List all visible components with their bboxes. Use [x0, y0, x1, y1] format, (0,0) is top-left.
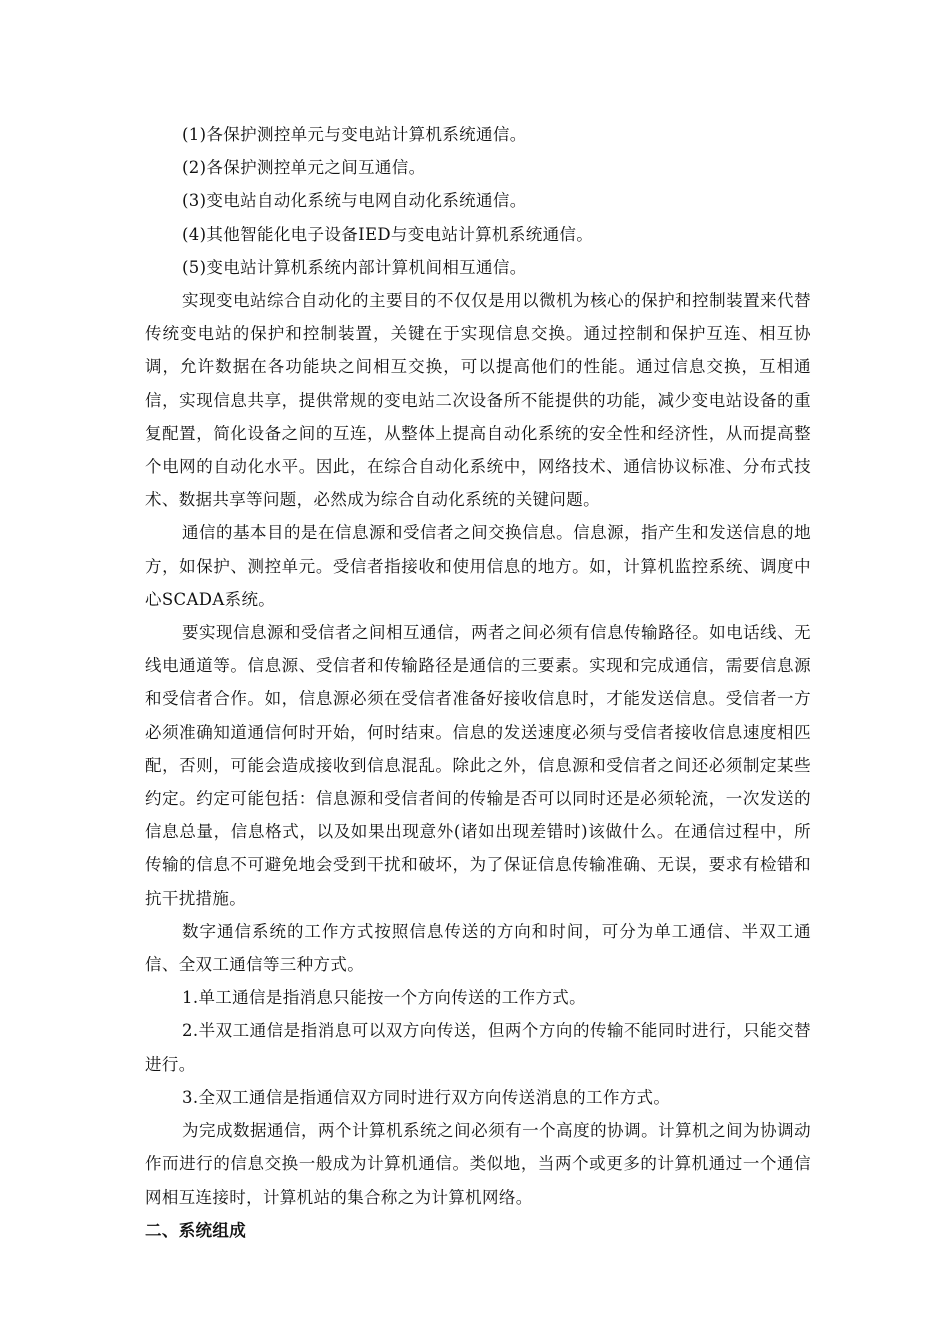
list-item: (5)变电站计算机系统内部计算机间相互通信。: [182, 257, 527, 277]
list-item: (4)其他智能化电子设备IED与变电站计算机系统通信。: [182, 224, 594, 244]
paragraph-working-modes: 数字通信系统的工作方式按照信息传送的方向和时间，可分为单工通信、半双工通信、全双工通信等三种方式。: [145, 921, 811, 975]
mode-item-simplex: 1.单工通信是指消息只能按一个方向传送的工作方式。: [182, 988, 586, 1008]
mode-item-half-duplex: 2.半双工通信是指消息可以双方向传送，但两个方向的传输不能同时进行，只能交替进行。: [145, 1021, 811, 1074]
paragraph-integration-purpose: 实现变电站综合自动化的主要目的不仅仅是用以微机为核心的保护和控制装置来代替传统变电站的保护和控制装置，关键在于实现信息交换。通过控制和保护互连、相互协调，允许数据在各功能块之间相互交换，可以提高他们的性能。通过信息交换，互相通信，实现信息共享，提供常规的变电站二次设备所不能提供的功能，减少变电站设备的重复配置，简化设备之间的互连，从整体上提高自动化系统的安全性和经济性，从而提高整个电网的自动化水平。因此，在综合自动化系统中，网络技术、通信协议标准、分布式技术、数据共享等问题，必然成为综合自动化系统的关键问题。: [145, 291, 811, 510]
paragraph-computer-network: 为完成数据通信，两个计算机系统之间必须有一个高度的协调。计算机之间为协调动作而进行的信息交换一般成为计算机通信。类似地，当两个或更多的计算机通过一个通信网相互连接时，计算机站的集合称之为计算机网络。: [145, 1121, 811, 1207]
paragraph-communication-purpose: 通信的基本目的是在信息源和受信者之间交换信息。信息源，指产生和发送信息的地方，如保护、测控单元。受信者指接收和使用信息的地方。如，计算机监控系统、调度中心SCADA系统。: [145, 523, 811, 609]
section-heading: 二、系统组成: [145, 1220, 247, 1240]
list-item: (3)变电站自动化系统与电网自动化系统通信。: [182, 191, 527, 211]
mode-item-full-duplex: 3.全双工通信是指通信双方同时进行双方向传送消息的工作方式。: [182, 1087, 671, 1107]
paragraph-communication-elements: 要实现信息源和受信者之间相互通信，两者之间必须有信息传输路径。如电话线、无线电通道等。信息源、受信者和传输路径是通信的三要素。实现和完成通信，需要信息源和受信者合作。如，信息源必须在受信者准备好接收信息时，才能发送信息。受信者一方必须准确知道通信何时开始，何时结束。信息的发送速度必须与受信者接收信息速度相匹配，否则，可能会造成接收到信息混乱。除此之外，信息源和受信者之间还必须制定某些约定。约定可能包括：信息源和受信者间的传输是否可以同时还是必须轮流，一次发送的信息总量，信息格式，以及如果出现意外(诸如出现差错时)该做什么。在通信过程中，所传输的信息不可避免地会受到干扰和破坏，为了保证信息传输准确、无误，要求有检错和抗干扰措施。: [145, 623, 811, 908]
document-body: [145, 118, 811, 1247]
list-item: (1)各保护测控单元与变电站计算机系统通信。: [182, 125, 527, 144]
list-item: (2)各保护测控单元之间互通信。: [182, 158, 426, 178]
